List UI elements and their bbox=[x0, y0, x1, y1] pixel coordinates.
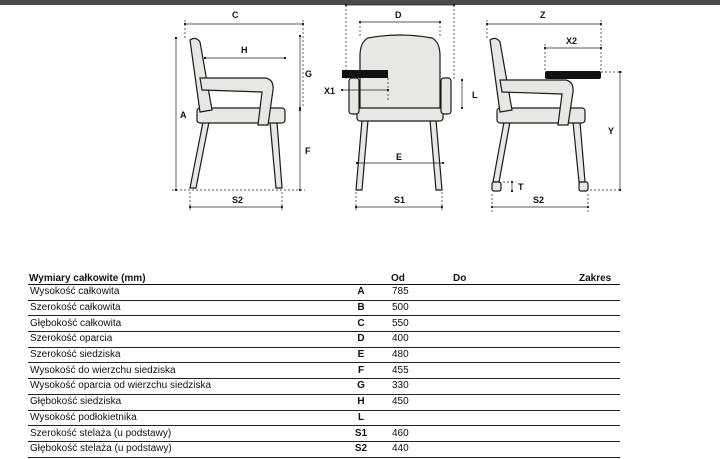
row-od: 400 bbox=[390, 332, 452, 348]
table-row bbox=[28, 394, 620, 410]
row-name: Głębokość całkowita bbox=[28, 316, 330, 332]
row-od: 450 bbox=[390, 394, 452, 410]
table-row bbox=[28, 426, 620, 442]
row-od: 330 bbox=[390, 379, 452, 395]
row-code: H bbox=[330, 394, 390, 410]
label-x1: X1 bbox=[324, 86, 336, 96]
header-zakres: Zakres bbox=[554, 268, 620, 285]
label-y: Y bbox=[608, 126, 615, 136]
label-z: Z bbox=[540, 10, 546, 20]
row-do bbox=[452, 394, 554, 410]
label-x2: X2 bbox=[566, 36, 578, 46]
label-g: G bbox=[305, 69, 313, 79]
row-od: 480 bbox=[390, 347, 452, 363]
row-od: 785 bbox=[390, 285, 452, 301]
row-code: F bbox=[330, 363, 390, 379]
row-do bbox=[452, 316, 554, 332]
row-name: Wysokość całkowita bbox=[28, 285, 330, 301]
row-code: B bbox=[330, 300, 390, 316]
row-code: C bbox=[330, 316, 390, 332]
label-t: T bbox=[518, 182, 524, 192]
chair-side-view bbox=[190, 38, 285, 188]
row-code: D bbox=[330, 332, 390, 348]
row-name: Szerokość całkowita bbox=[28, 300, 330, 316]
row-zakres bbox=[554, 285, 620, 301]
row-name: Wysokość do wierzchu siedziska bbox=[28, 363, 330, 379]
table-row bbox=[28, 300, 620, 316]
table-row bbox=[28, 332, 620, 348]
table-header-row bbox=[28, 268, 620, 285]
label-s1: S1 bbox=[394, 195, 406, 205]
row-do bbox=[452, 426, 554, 442]
row-name: Wysokość oparcia od wierzchu siedziska bbox=[28, 379, 330, 395]
label-s2-left: S2 bbox=[232, 195, 244, 205]
row-do bbox=[452, 410, 554, 426]
chair-front-view bbox=[349, 35, 451, 190]
row-od: 455 bbox=[390, 363, 452, 379]
writing-tray-side bbox=[545, 71, 601, 79]
header-do: Do bbox=[452, 268, 554, 285]
row-do bbox=[452, 300, 554, 316]
row-code: S1 bbox=[330, 426, 390, 442]
row-od: 550 bbox=[390, 316, 452, 332]
table-row bbox=[28, 363, 620, 379]
label-a: A bbox=[180, 110, 187, 120]
row-zakres bbox=[554, 441, 620, 457]
row-do bbox=[452, 441, 554, 457]
row-code: L bbox=[330, 410, 390, 426]
label-c: C bbox=[232, 10, 239, 20]
table-row bbox=[28, 347, 620, 363]
row-zakres bbox=[554, 379, 620, 395]
header-od: Od bbox=[390, 268, 452, 285]
row-do bbox=[452, 379, 554, 395]
label-l: L bbox=[472, 90, 478, 100]
label-e: E bbox=[396, 152, 403, 162]
row-od: 500 bbox=[390, 300, 452, 316]
table-row bbox=[28, 410, 620, 426]
row-code: A bbox=[330, 285, 390, 301]
row-od: 440 bbox=[390, 441, 452, 457]
row-zakres bbox=[554, 363, 620, 379]
row-zakres bbox=[554, 426, 620, 442]
row-zakres bbox=[554, 316, 620, 332]
dimensions-table bbox=[28, 268, 620, 458]
row-name: Szerokość siedziska bbox=[28, 347, 330, 363]
row-name: Wysokość podłokietnika bbox=[28, 410, 330, 426]
row-od bbox=[390, 410, 452, 426]
row-zakres bbox=[554, 394, 620, 410]
row-name: Szerokość oparcia bbox=[28, 332, 330, 348]
row-do bbox=[452, 332, 554, 348]
writing-tray-front bbox=[342, 70, 388, 78]
row-name: Szerokość stelaża (u podstawy) bbox=[28, 426, 330, 442]
table-row bbox=[28, 316, 620, 332]
row-zakres bbox=[554, 347, 620, 363]
table-row bbox=[28, 285, 620, 301]
row-name: Głębokość siedziska bbox=[28, 394, 330, 410]
table-row bbox=[28, 441, 620, 457]
label-h: H bbox=[241, 45, 248, 55]
header-code bbox=[330, 268, 390, 285]
row-do bbox=[452, 363, 554, 379]
row-do bbox=[452, 285, 554, 301]
row-name: Głębokość stelaża (u podstawy) bbox=[28, 441, 330, 457]
header-name: Wymiary całkowite (mm) bbox=[28, 268, 330, 285]
chair-side-view-tray bbox=[490, 38, 588, 191]
row-code: E bbox=[330, 347, 390, 363]
label-f: F bbox=[305, 146, 311, 156]
row-zakres bbox=[554, 332, 620, 348]
row-code: S2 bbox=[330, 441, 390, 457]
row-od: 460 bbox=[390, 426, 452, 442]
label-s2-right: S2 bbox=[533, 195, 545, 205]
row-do bbox=[452, 347, 554, 363]
row-zakres bbox=[554, 410, 620, 426]
row-zakres bbox=[554, 300, 620, 316]
row-code: G bbox=[330, 379, 390, 395]
table-row bbox=[28, 379, 620, 395]
label-d-visible: D bbox=[395, 10, 402, 20]
